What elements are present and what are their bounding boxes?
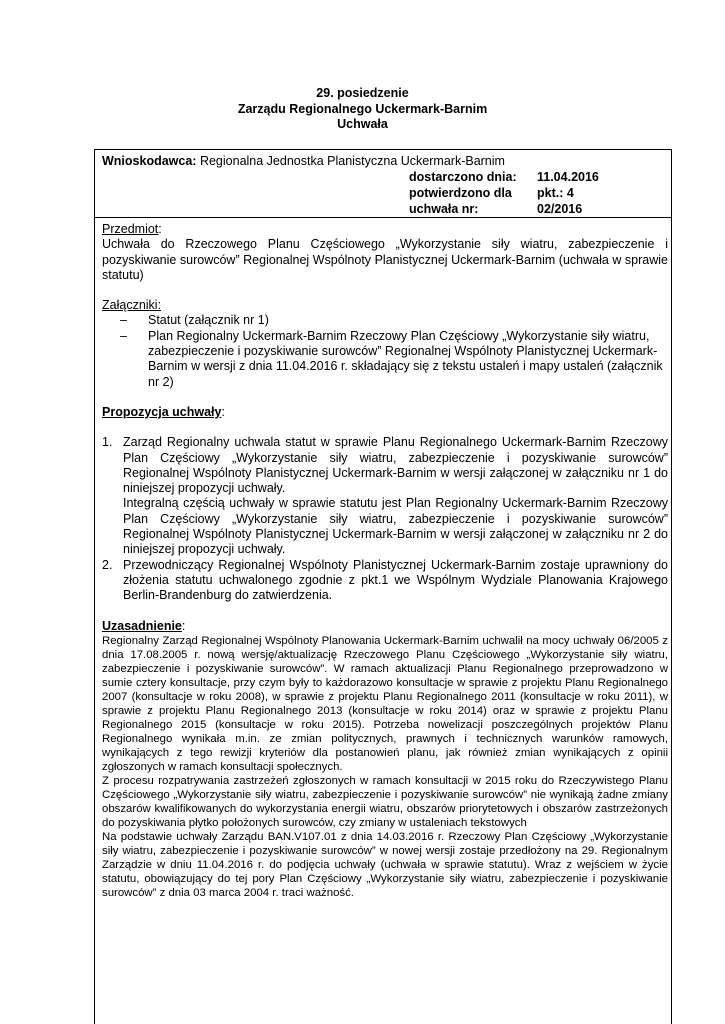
meta-row (409, 201, 599, 217)
attachments-list (102, 313, 668, 389)
proposal-section: Propozycja uchwały: 1. Zarząd Regionalny uchwala statut w sprawie Planu Regionalnego Uckermark-Barnim Rzeczowy Plan Częściowy „Wykorzystanie siły wiatru, zabezpieczenie i pozyskiwanie surowców” Regionalnej Wspólnoty Planistycznej Uckermark-Barnim w wersji załączonej w załączniku nr 1 do niniejszej propozycji uchwały. Integralną częścią uchwały w sprawie statutu jest Plan Regionalny Uckermark-Barnim Rzeczowy Plan Częściowy „Wykorzystanie siły wiatru, zabezpieczenie i pozyskiwanie surowców” Regionalnej Wspólnoty Planistycznej Uckermark-Barnim w wersji załączonej w załączniku nr 2 do niniejszej propozycji uchwały. 2. Przewodniczący Regionalnej Wspólnoty Planistycznej Uckermark-Barnim zostaje uprawniony do złożenia statutu uchwalonego zgodnie z pkt.1 we Wspólnym Wydziale Planowania Krajowego Berlin-Brandenburg do zatwierdzenia. (102, 404, 668, 603)
meta-block (409, 169, 599, 217)
justification-paragraph: Regionalny Zarząd Regionalnej Wspólnoty Planowania Uckermark-Barnim uchwalił na mocy uchwały 06/2005 z dnia 17.08.2005 r. nową wersję/aktualizację Rzeczowego Planu Częściowego „Wykorzystanie siły wiatru, zabezpieczenie i pozyskiwanie surowców”. W ramach aktualizacji Planu Regionalnego przeprowadzono w sumie cztery konsultacje, przy czym były to każdorazowo konsultacje w sprawie z projektu Planu Regionalnego 2007 (konsultacje w roku 2008), w sprawie z projektu Planu Regionalnego 2011 (konsultacje w roku 2011), w sprawie z projektu Planu Regionalnego 2013 (konsultacje w roku 2014) oraz w sprawie z projektu Planu Regionalnego 2015 (konsultacje w roku 2015). Potrzeba nowelizacji poszczególnych projektów Planu Regionalnego wynikała m.in. ze zmian politycznych, prawnych i technicznych warunków ramowych, wynikających z tego rewizji kryteriów dla postanowień planu, jak również zmian wynikających z opinii zgłoszonych w ramach konsultacji społecznych. (102, 634, 668, 773)
item-number: 2. (102, 557, 113, 572)
list-item (102, 558, 668, 604)
list-item (102, 435, 668, 557)
meta-key: uchwała nr: (409, 202, 479, 216)
document-body (102, 222, 668, 900)
meta-key: dostarczono dnia: (409, 170, 517, 184)
frame-divider (95, 217, 671, 218)
justification-paragraph: Na podstawie uchwały Zarządu BAN.V107.01 z dnia 14.03.2016 r. Rzeczowy Plan Częściowy „Wykorzystanie siły wiatru, zabezpieczenie i pozyskiwanie surowców” w nowej wersji zostaje przedłożony na 29. Regionalnym Zarządzie w dniu 11.04.2016 r. do podjęcia uchwały (uchwała w sprawie statutu). Wraz z wejściem w życie statutu, obowiązujący do tej pory Plan Częściowy „Wykorzystanie siły wiatru, zabezpieczenie i pozyskiwanie surowców” z dnia 03 marca 2004 r. traci ważność. (102, 830, 668, 899)
list-item: – Plan Regionalny Uckermark-Barnim Rzeczowy Plan Częściowy „Wykorzystanie siły wiatru, zabezpieczenie i pozyskiwanie surowców” Regionalnej Wspólnoty Planistycznej Uckermark-Barnim w wersji z dnia 11.04.2016 r. składający się z tekstu ustaleń i mapy ustaleń (załącznik nr 2) (120, 328, 663, 389)
attachments-title: Załączniki: (102, 298, 162, 313)
applicant-value: Regionalna Jednostka Planistyczna Uckermark-Barnim (199, 154, 505, 168)
applicant-row (102, 153, 668, 169)
list-item: – Statut (załącznik nr 1) (120, 313, 269, 328)
meta-row (409, 169, 599, 185)
document-header (0, 86, 725, 133)
meta-value: pkt.: 4 (537, 186, 574, 200)
applicant-label: Wnioskodawca: (102, 154, 197, 168)
meta-key: potwierdzono dla (409, 186, 512, 200)
proposal-title: Propozycja uchwały (102, 404, 222, 419)
proposal-paragraph: Zarząd Regionalny uchwala statut w sprawie Planu Regionalnego Uckermark-Barnim Rzeczowy Plan Częściowy „Wykorzystanie siły wiatru, zabezpieczenie i pozyskiwanie surowców” Regionalnej Wspólnoty Planistycznej Uckermark-Barnim w wersji załączonej w załączniku nr 1 do niniejszej propozycji uchwały. (123, 435, 668, 496)
attachment-text: Statut (załącznik nr 1) (148, 313, 269, 328)
item-number: 1. (102, 435, 113, 450)
attachments-section (102, 298, 668, 390)
meta-value: 11.04.2016 (537, 170, 599, 184)
subject-title: Przedmiot (102, 222, 159, 236)
justification-title: Uzasadnienie (102, 618, 182, 633)
proposal-paragraph: Przewodniczący Regionalnej Wspólnoty Planistycznej Uckermark-Barnim zostaje uprawniony do złożenia statutu uchwalonego zgodnie z pkt.1 we Wspólnym Wydziale Planowania Krajowego Berlin-Brandenburg do zatwierdzenia. (123, 557, 668, 603)
resolution-line: Uchwała (337, 117, 388, 131)
board-line: Zarządu Regionalnego Uckermark-Barnim (237, 101, 488, 116)
justification-paragraph: Z procesu rozpatrywania zastrzeżeń zgłoszonych w ramach konsultacji w 2015 roku do Rzeczywistego Planu Częściowego „Wykorzystanie siły wiatru, zabezpieczenie i pozyskiwanie surowców” nie wynikają żadne zmiany obszarów kwalifikowanych do wykorzystania energii wiatru, obszarów priorytetowych i obszarów zastrzeżonych do pozyskiwania płytko położonych surowców, czy zmiany w ustaleniach tekstowych (102, 774, 668, 829)
attachment-text: Plan Regionalny Uckermark-Barnim Rzeczowy Plan Częściowy „Wykorzystanie siły wiatru, zabezpieczenie i pozyskiwanie surowców” Regionalnej Wspólnoty Planistycznej Uckermark-Barnim w wersji z dnia 11.04.2016 r. składający się z tekstu ustaleń i mapy ustaleń (załącznik nr 2) (148, 328, 663, 389)
justification-section: Uzasadnienie: Regionalny Zarząd Regionalnej Wspólnoty Planowania Uckermark-Barnim uchwalił na mocy uchwały 06/2005 z dnia 17.08.2005 r. nową wersję/aktualizację Rzeczowego Planu Częściowego „Wykorzystanie siły wiatru, zabezpieczenie i pozyskiwanie surowców”. W ramach aktualizacji Planu Regionalnego przeprowadzono w sumie cztery konsultacje, przy czym były to każdorazowo konsultacje w sprawie z projektu Planu Regionalnego 2007 (konsultacje w roku 2008), w sprawie z projektu Planu Regionalnego 2011 (konsultacje w roku 2011), w sprawie z projektu Planu Regionalnego 2013 (konsultacje w roku 2014) oraz w sprawie z projektu Planu Regionalnego 2015 (konsultacje w roku 2015). Potrzeba nowelizacji poszczególnych projektów Planu Regionalnego wynikała m.in. ze zmian politycznych, prawnych i technicznych warunków ramowych, wynikających z tego rewizji kryteriów dla postanowień planu, jak również zmian wynikających z opinii zgłoszonych w ramach konsultacji społecznych. Z procesu rozpatrywania zastrzeżeń zgłoszonych w ramach konsultacji w 2015 roku do Rzeczywistego Planu Częściowego „Wykorzystanie siły wiatru, zabezpieczenie i pozyskiwanie surowców” nie wynikają żadne zmiany obszarów kwalifikowanych do wykorzystania energii wiatru, obszarów priorytetowych i obszarów zastrzeżonych do pozyskiwania płytko położonych surowców, czy zmiany w ustaleniach tekstowych Na podstawie uchwały Zarządu BAN.V107.01 z dnia 14.03.2016 r. Rzeczowy Plan Częściowy „Wykorzystanie siły wiatru, zabezpieczenie i pozyskiwanie surowców” w nowej wersji zostaje przedłożony na 29. Regionalnym Zarządzie w dniu 11.04.2016 r. do podjęcia uchwały (uchwała w sprawie statutu). Wraz z wejściem w życie statutu, obowiązujący do tej pory Plan Częściowy „Wykorzystanie siły wiatru, zabezpieczenie i pozyskiwanie surowców” z dnia 03 marca 2004 r. traci ważność. (102, 618, 668, 899)
proposal-paragraph: Integralną częścią uchwały w sprawie statutu jest Plan Regionalny Uckermark-Barnim Rzeczowy Plan Częściowy „Wykorzystanie siły wiatru, zabezpieczenie i pozyskiwanie surowców” Regionalnej Wspólnoty Planistycznej Uckermark-Barnim w wersji załączonej w załączniku nr 2 do niniejszej propozycji uchwały. (123, 496, 668, 557)
subject-text: Uchwała do Rzeczowego Planu Częściowego „Wykorzystanie siły wiatru, zabezpieczenie i pozyskiwanie surowców” Regionalnej Wspólnoty Planistycznej Uckermark-Barnim (uchwała w sprawie statutu) (102, 237, 668, 282)
meta-row (409, 185, 599, 201)
proposal-list (102, 435, 668, 603)
session-line: 29. posiedzenie (316, 86, 409, 100)
meta-value: 02/2016 (537, 202, 583, 216)
subject-section: Przedmiot: Uchwała do Rzeczowego Planu Częściowego „Wykorzystanie siły wiatru, zabezpieczenie i pozyskiwanie surowców” Regionalnej Wspólnoty Planistycznej Uckermark-Barnim (uchwała w sprawie statutu) (102, 222, 668, 282)
